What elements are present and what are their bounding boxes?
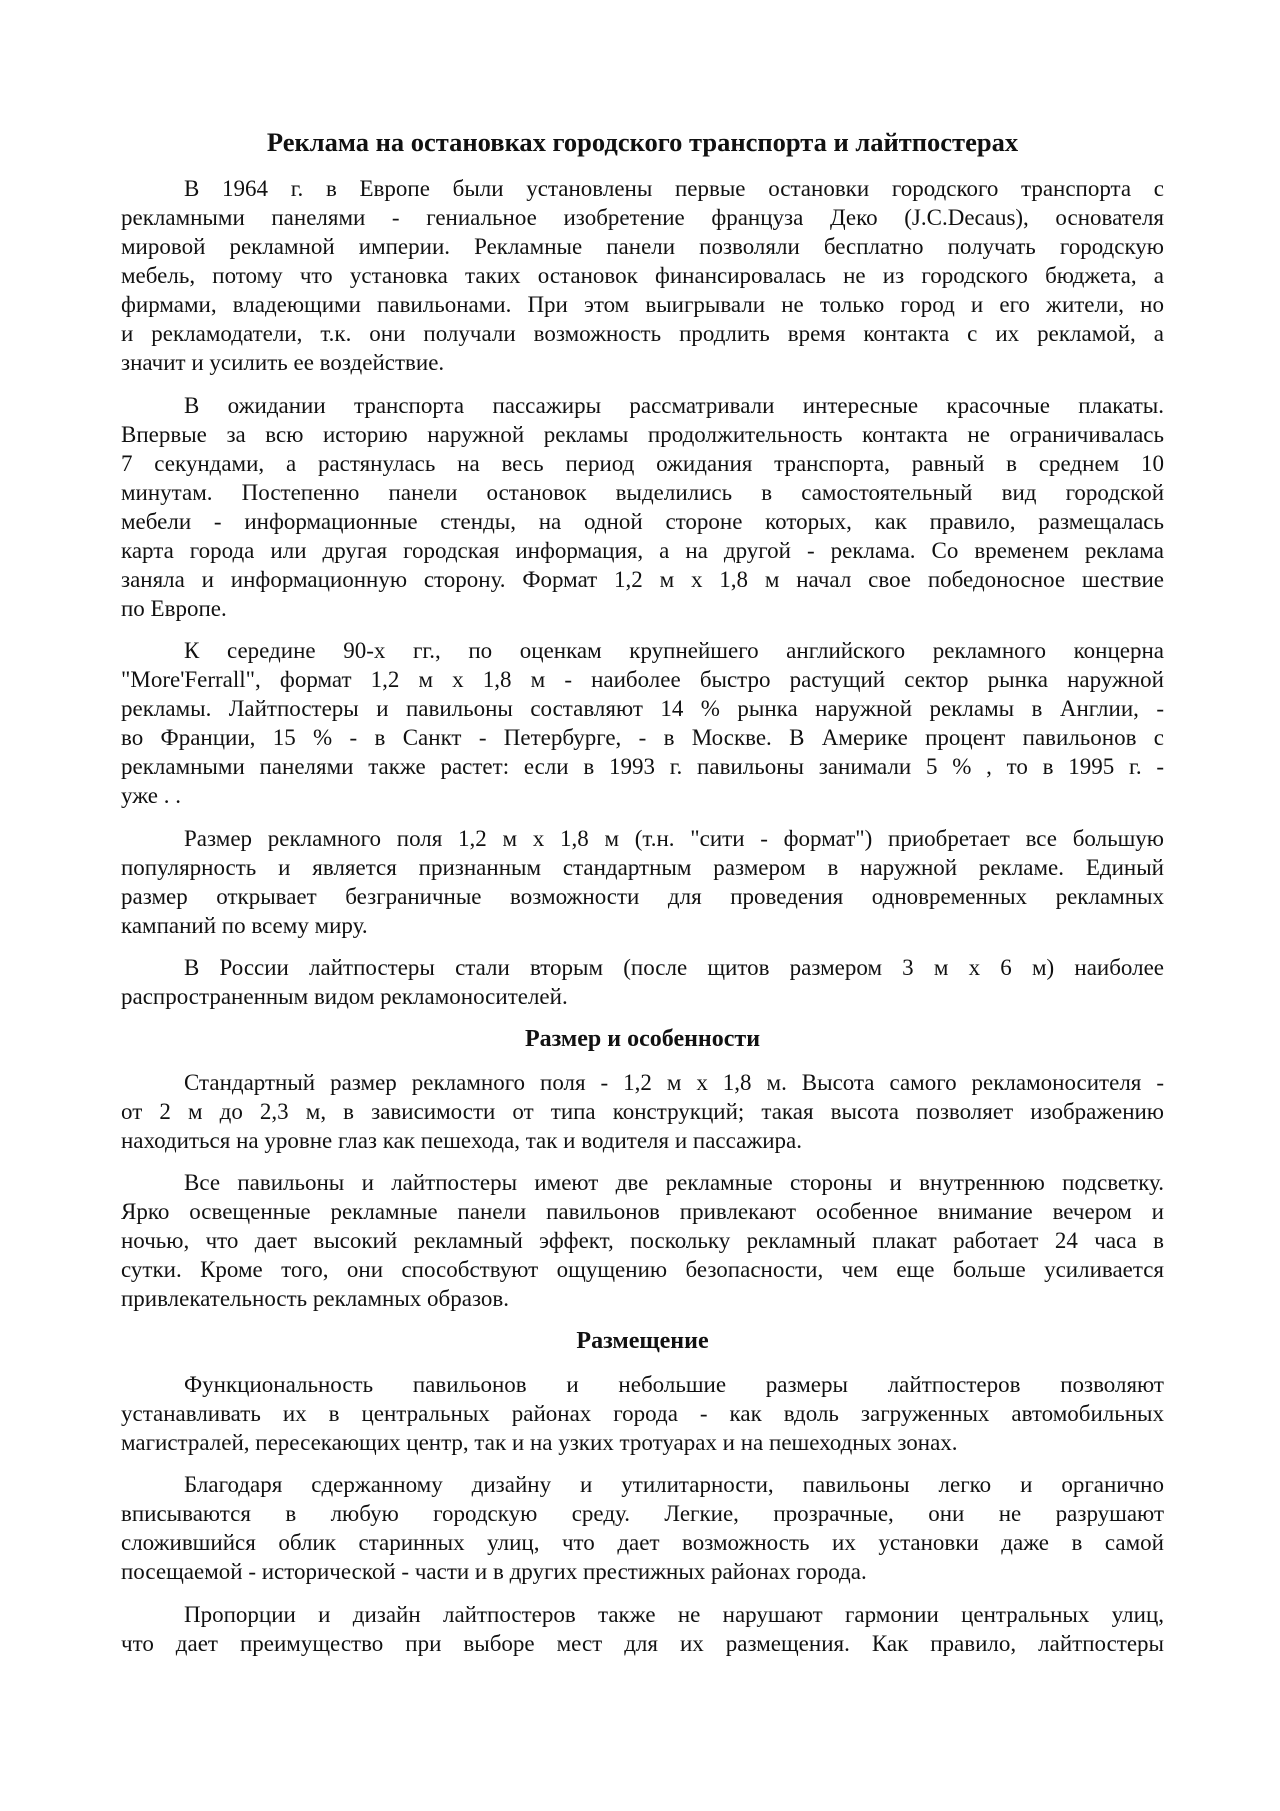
paragraph-line: 7 секундами, а растянулась на весь период ожидания транспорта, равный в среднем 10 bbox=[121, 450, 1164, 476]
paragraph bbox=[121, 1168, 1164, 1313]
paragraph-line: от 2 м до 2,3 м, в зависимости от типа конструкций; такая высота позволяет изображению bbox=[121, 1098, 1164, 1124]
paragraph-line: В России лайтпостеры стали вторым (после щитов размером 3 м х 6 м) наиболее bbox=[184, 955, 1164, 980]
paragraph-line: сложившийся облик старинных улиц, что дает возможность их установки даже в самой bbox=[121, 1530, 1164, 1555]
paragraph-line: по Европе. bbox=[121, 595, 227, 621]
paragraph-line: Благодаря сдержанному дизайну и утилитарности, павильоны легко и органично bbox=[184, 1472, 1164, 1497]
paragraph-line: рекламными панелями также растет: если в 1993 г. павильоны занимали 5 % , то в 1995 г. - bbox=[121, 754, 1164, 779]
document-title: Реклама на остановках городского транспорта и лайтпостерах bbox=[266, 127, 1019, 157]
paragraph-line: мебели - информационные стенды, на одной стороне которых, как правило, размещалась bbox=[121, 508, 1164, 534]
paragraph-line: устанавливать их в центральных районах города - как вдоль загруженных автомобильных bbox=[121, 1400, 1164, 1426]
paragraph-line: находиться на уровне глаз как пешехода, так и водителя и пассажира. bbox=[121, 1127, 802, 1153]
document-page bbox=[121, 125, 1164, 1658]
paragraph-line: "More'Ferrall", формат 1,2 м х 1,8 м - наиболее быстро растущий сектор рынка наружной bbox=[121, 667, 1164, 692]
paragraph-line: фирмами, владеющими павильонами. При этом выигрывали не только город и его жители, но bbox=[121, 292, 1164, 317]
paragraph-line: карта города или другая городская информация, а на другой - реклама. Со временем реклама bbox=[121, 537, 1164, 563]
section-heading: Размещение bbox=[576, 1328, 709, 1354]
paragraph-line: Стандартный размер рекламного поля - 1,2 м х 1,8 м. Высота самого рекламоносителя - bbox=[184, 1069, 1164, 1095]
paragraph-line: Все павильоны и лайтпостеры имеют две рекламные стороны и внутреннюю подсветку. bbox=[184, 1170, 1164, 1195]
paragraph bbox=[121, 1470, 1164, 1586]
paragraph-line: Ярко освещенные рекламные панели павильонов привлекают особенное внимание вечером и bbox=[121, 1199, 1164, 1224]
paragraph-line: размер открывает безграничные возможности для проведения одновременных рекламных bbox=[121, 883, 1164, 909]
paragraph-line: рекламными панелями - гениальное изобретение француза Деко (J.C.Decaus), основателя bbox=[121, 205, 1164, 230]
document-body bbox=[121, 174, 1164, 1658]
paragraph-line: Пропорции и дизайн лайтпостеров также не нарушают гармонии центральных улиц, bbox=[184, 1601, 1164, 1627]
paragraph bbox=[121, 174, 1164, 377]
paragraph-line: кампаний по всему миру. bbox=[121, 912, 368, 938]
paragraph-line: и рекламодатели, т.к. они получали возможность продлить время контакта с их рекламой, а bbox=[121, 321, 1164, 346]
paragraph-line: сутки. Кроме того, они способствуют ощущению безопасности, чем еще больше усиливается bbox=[121, 1257, 1164, 1282]
paragraph-line: ночью, что дает высокий рекламный эффект, поскольку рекламный плакат работает 24 часа в bbox=[121, 1228, 1164, 1253]
paragraph-line: Размер рекламного поля 1,2 м х 1,8 м (т.н. "сити - формат") приобретает все большую bbox=[184, 825, 1164, 851]
paragraph-line: популярность и является признанным стандартным размером в наружной рекламе. Единый bbox=[121, 854, 1164, 880]
paragraph bbox=[121, 636, 1164, 810]
paragraph-line: Впервые за всю историю наружной рекламы продолжительность контакта не ограничивалась bbox=[121, 421, 1164, 447]
paragraph bbox=[121, 1370, 1164, 1457]
paragraph-line: распространенным видом рекламоносителей. bbox=[121, 984, 568, 1009]
paragraph-line: рекламы. Лайтпостеры и павильоны составляют 14 % рынка наружной рекламы в Англии, - bbox=[121, 696, 1164, 721]
paragraph-line: минутам. Постепенно панели остановок выделились в самостоятельный вид городской bbox=[121, 479, 1164, 505]
paragraph-line: Функциональность павильонов и небольшие размеры лайтпостеров позволяют bbox=[184, 1371, 1164, 1397]
paragraph-line: магистралей, пересекающих центр, так и на узких тротуарах и на пешеходных зонах. bbox=[121, 1429, 958, 1455]
paragraph-line: посещаемой - исторической - части и в других престижных районах города. bbox=[121, 1559, 867, 1584]
paragraph bbox=[121, 1068, 1164, 1155]
paragraph-line: уже . . bbox=[121, 783, 181, 808]
paragraph bbox=[121, 824, 1164, 940]
paragraph bbox=[121, 1600, 1164, 1658]
paragraph-line: значит и усилить ее воздействие. bbox=[121, 350, 445, 375]
paragraph-line: мировой рекламной империи. Рекламные панели позволяли бесплатно получать городскую bbox=[121, 234, 1164, 259]
section-heading: Размер и особенности bbox=[524, 1026, 761, 1052]
paragraph-line: мебель, потому что установка таких остановок финансировалась не из городского бюджета, а bbox=[121, 263, 1164, 288]
paragraph-line: во Франции, 15 % - в Санкт - Петербурге, - в Москве. В Америке процент павильонов с bbox=[121, 725, 1164, 750]
paragraph-line: заняла и информационную сторону. Формат 1,2 м х 1,8 м начал свое победоносное шествие bbox=[121, 566, 1164, 592]
paragraph-line: привлекательность рекламных образов. bbox=[121, 1286, 510, 1311]
paragraph bbox=[121, 953, 1164, 1011]
paragraph bbox=[121, 391, 1164, 623]
paragraph-line: вписываются в любую городскую среду. Легкие, прозрачные, они не разрушают bbox=[121, 1501, 1164, 1526]
paragraph-line: В 1964 г. в Европе были установлены первые остановки городского транспорта с bbox=[184, 176, 1164, 201]
paragraph-line: К середине 90-х гг., по оценкам крупнейшего английского рекламного концерна bbox=[184, 638, 1164, 663]
paragraph-line: что дает преимущество при выборе мест для их размещения. Как правило, лайтпостеры bbox=[121, 1630, 1164, 1656]
paragraph-line: В ожидании транспорта пассажиры рассматривали интересные красочные плакаты. bbox=[184, 392, 1164, 418]
